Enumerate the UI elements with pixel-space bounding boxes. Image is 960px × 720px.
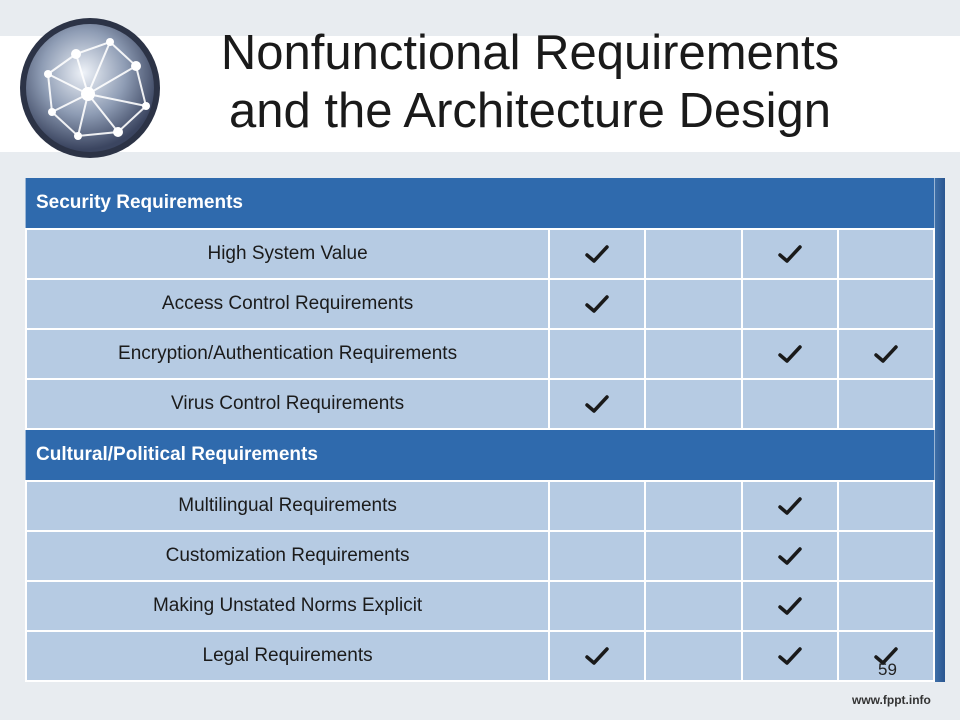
table-row	[26, 481, 934, 531]
globe-network-icon	[18, 14, 162, 162]
row-label: Customization Requirements	[26, 531, 549, 581]
checkmark-icon	[874, 344, 898, 364]
checkmark-icon	[778, 646, 802, 666]
checkmark-icon	[585, 294, 609, 314]
table-row	[26, 581, 934, 631]
checkmark-icon	[778, 596, 802, 616]
row-label: Encryption/Authentication Requirements	[26, 329, 549, 379]
check-cell	[549, 379, 645, 429]
row-label: High System Value	[26, 229, 549, 279]
row-label: Access Control Requirements	[26, 279, 549, 329]
check-cell	[742, 581, 838, 631]
title-line-1: Nonfunctional Requirements	[220, 26, 840, 80]
check-cell	[742, 229, 838, 279]
check-cell	[742, 631, 838, 681]
table-row	[26, 229, 934, 279]
check-cell	[645, 531, 741, 581]
check-cell	[645, 481, 741, 531]
row-label: Multilingual Requirements	[26, 481, 549, 531]
check-cell	[838, 481, 934, 531]
check-cell	[742, 481, 838, 531]
check-cell	[742, 379, 838, 429]
slide-number: 59	[878, 660, 897, 679]
check-cell	[742, 329, 838, 379]
footer-url: www.fppt.info	[852, 693, 931, 707]
check-cell	[549, 631, 645, 681]
check-cell	[549, 581, 645, 631]
row-label: Virus Control Requirements	[26, 379, 549, 429]
requirements-table-panel	[25, 178, 945, 682]
table-row	[26, 631, 934, 681]
check-cell	[549, 279, 645, 329]
checkmark-icon	[585, 394, 609, 414]
slide-title	[150, 24, 910, 140]
check-cell	[838, 279, 934, 329]
check-cell	[645, 329, 741, 379]
checkmark-icon	[585, 244, 609, 264]
checkmark-icon	[585, 646, 609, 666]
section-heading: Cultural/Political Requirements	[26, 429, 934, 481]
check-cell	[645, 229, 741, 279]
row-label: Making Unstated Norms Explicit	[26, 581, 549, 631]
check-cell	[742, 279, 838, 329]
checkmark-icon	[778, 546, 802, 566]
check-cell	[838, 531, 934, 581]
check-cell	[645, 379, 741, 429]
requirements-table	[25, 178, 935, 682]
table-right-edge	[935, 178, 945, 682]
title-line-2: and the Architecture Design	[229, 84, 831, 138]
check-cell	[838, 329, 934, 379]
check-cell	[549, 329, 645, 379]
section-header-cultural	[26, 429, 934, 481]
check-cell	[645, 631, 741, 681]
check-cell	[838, 229, 934, 279]
table-row	[26, 379, 934, 429]
check-cell	[645, 279, 741, 329]
section-header-security	[26, 178, 934, 229]
check-cell	[742, 531, 838, 581]
check-cell	[549, 229, 645, 279]
table-row	[26, 329, 934, 379]
check-cell	[549, 481, 645, 531]
check-cell	[838, 379, 934, 429]
row-label: Legal Requirements	[26, 631, 549, 681]
checkmark-icon	[778, 244, 802, 264]
check-cell	[645, 581, 741, 631]
table-row	[26, 531, 934, 581]
checkmark-icon	[778, 496, 802, 516]
check-cell	[838, 581, 934, 631]
table-row	[26, 279, 934, 329]
section-heading: Security Requirements	[26, 178, 934, 229]
checkmark-icon	[778, 344, 802, 364]
check-cell	[549, 531, 645, 581]
